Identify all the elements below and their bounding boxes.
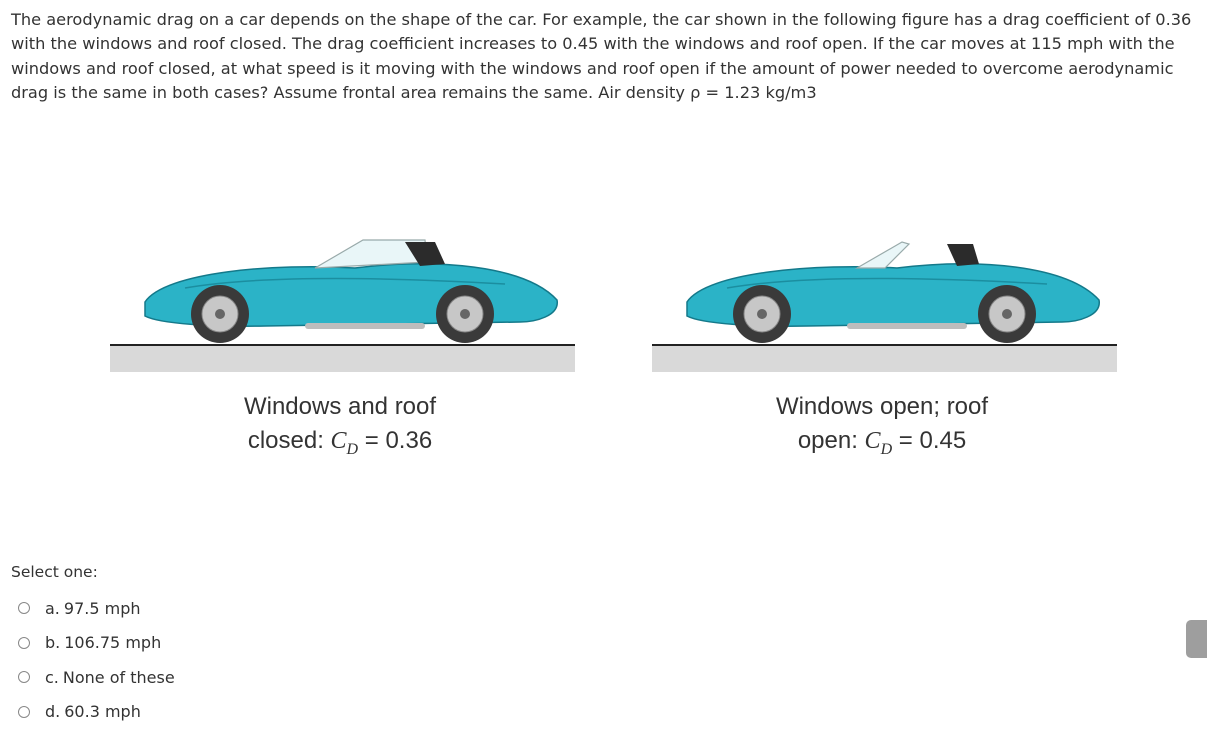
car-closed-illustration xyxy=(105,230,575,380)
option-b-letter: b. xyxy=(45,633,61,653)
answer-options xyxy=(18,591,175,729)
caption-open-line2 xyxy=(647,424,1117,467)
option-c-letter: c. xyxy=(45,667,59,687)
option-c[interactable] xyxy=(18,660,175,695)
option-b[interactable] xyxy=(18,626,175,661)
option-a-text[interactable]: 97.5 mph xyxy=(63,598,141,618)
caption-closed xyxy=(105,390,575,467)
radio-a[interactable] xyxy=(18,602,30,614)
option-b-text[interactable]: 106.75 mph xyxy=(64,633,162,653)
option-d-text[interactable]: 60.3 mph xyxy=(64,702,141,722)
car-figure xyxy=(105,230,1125,470)
option-c-text[interactable]: None of these xyxy=(62,667,175,687)
radio-d[interactable] xyxy=(18,706,30,718)
caption-open-prefix: open: xyxy=(797,427,865,454)
cd-value-closed: = 0.36 xyxy=(358,427,433,454)
cd-symbol: C xyxy=(864,428,881,454)
caption-closed-line2 xyxy=(105,424,575,467)
car-open-illustration xyxy=(647,230,1117,380)
figure-panel-closed xyxy=(105,230,575,470)
caption-open xyxy=(647,390,1117,467)
option-d-letter: d. xyxy=(45,702,61,722)
cd-subscript: D xyxy=(346,440,359,458)
cd-subscript: D xyxy=(880,440,893,458)
side-scroll-tab[interactable] xyxy=(1186,620,1207,658)
option-a[interactable] xyxy=(18,591,175,626)
cd-symbol: C xyxy=(330,428,347,454)
radio-b[interactable] xyxy=(18,637,30,649)
option-d[interactable] xyxy=(18,695,175,730)
figure-panel-open xyxy=(647,230,1117,470)
cd-value-open: = 0.45 xyxy=(892,427,967,454)
radio-c[interactable] xyxy=(18,671,30,683)
caption-closed-prefix: closed: xyxy=(247,427,331,454)
caption-open-line1: Windows open; roof xyxy=(775,393,989,420)
option-a-letter: a. xyxy=(45,598,60,618)
question-text: The aerodynamic drag on a car depends on the shape of the car. For example, the car shown in the following figure has a drag coefficient of 0.36 with the windows and roof closed. The drag coefficient increases to 0.45 with the windows and roof open. If the car moves at 115 mph with the windows and roof closed, at what speed is it moving with the windows and roof open if the amount of power needed to overcome aerodynamic drag is the same in both cases? Assume frontal area remains the same. Air density ρ = 1.23 kg/m3 xyxy=(11,10,1192,102)
caption-closed-line1: Windows and roof xyxy=(243,393,437,420)
select-one-label: Select one: xyxy=(11,563,98,581)
